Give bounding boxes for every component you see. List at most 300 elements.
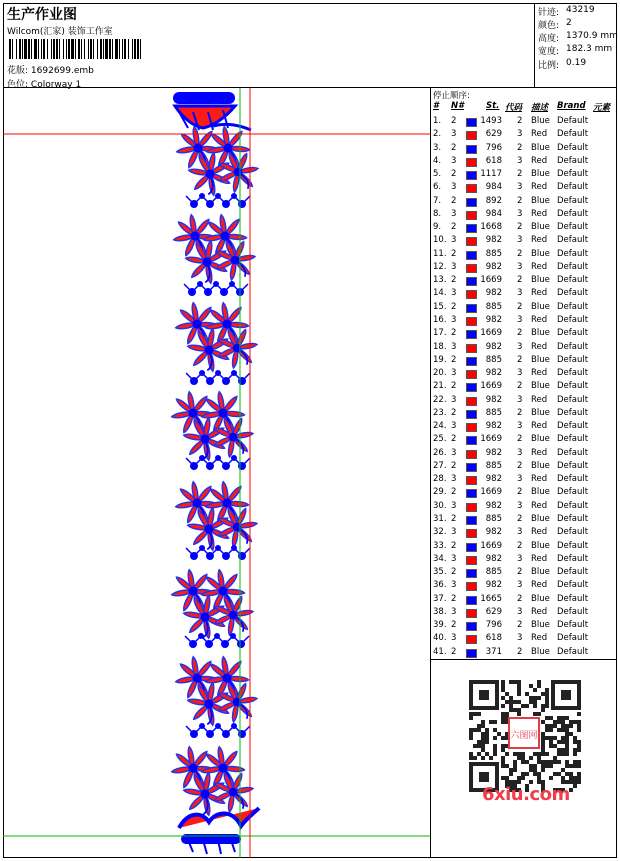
- row-index: 12.: [433, 261, 447, 272]
- row-index: 31.: [433, 513, 447, 524]
- bottom-motif: [179, 808, 259, 854]
- stop-order-row: [431, 155, 617, 168]
- row-needle: 2: [451, 460, 457, 471]
- row-brand: Default: [557, 182, 589, 193]
- col-header-code: 代码: [505, 103, 523, 113]
- row-index: 20.: [433, 368, 447, 379]
- row-color-swatch: [466, 423, 477, 432]
- row-description: Red: [531, 633, 548, 644]
- stat-height-label: 高度:: [538, 34, 560, 44]
- row-stitches: 796: [485, 620, 502, 631]
- stop-order-row: [431, 526, 617, 539]
- row-brand: Default: [557, 155, 589, 166]
- row-description: Blue: [531, 381, 550, 392]
- row-brand: Default: [557, 567, 589, 578]
- row-description: Red: [531, 341, 548, 352]
- row-brand: Default: [557, 553, 589, 564]
- qr-panel: [431, 660, 617, 858]
- row-brand: Default: [557, 580, 589, 591]
- row-description: Blue: [531, 407, 550, 418]
- row-index: 22.: [433, 394, 447, 405]
- design-preview-canvas: [3, 88, 431, 858]
- row-description: Red: [531, 261, 548, 272]
- row-brand: Default: [557, 195, 589, 206]
- row-color-swatch: [466, 436, 477, 445]
- row-needle: 2: [451, 169, 457, 180]
- row-stitches: 885: [485, 567, 502, 578]
- stop-order-row: [431, 619, 617, 632]
- row-needle: 2: [451, 567, 457, 578]
- row-description: Blue: [531, 116, 550, 126]
- row-code: 3: [517, 261, 523, 272]
- stop-order-row: [431, 632, 617, 645]
- row-color-swatch: [466, 529, 477, 538]
- row-description: Blue: [531, 354, 550, 365]
- row-needle: 2: [451, 620, 457, 631]
- row-needle: 3: [451, 261, 457, 272]
- row-needle: 2: [451, 195, 457, 206]
- col-header-stitches: St.: [486, 101, 500, 111]
- stop-order-row: [431, 473, 617, 486]
- row-needle: 3: [451, 580, 457, 591]
- row-color-swatch: [466, 370, 477, 379]
- row-stitches: 885: [485, 513, 502, 524]
- row-stitches: 982: [485, 421, 502, 432]
- row-code: 3: [517, 474, 523, 485]
- stop-order-row: [431, 593, 617, 606]
- stop-order-row: [431, 486, 617, 499]
- stop-order-row: [431, 208, 617, 221]
- col-header-brand: Brand: [557, 101, 586, 111]
- stat-scale-label: 比例:: [538, 61, 560, 71]
- row-index: 19.: [433, 354, 447, 365]
- row-description: Red: [531, 235, 548, 246]
- row-index: 6.: [433, 182, 442, 193]
- row-index: 41.: [433, 646, 447, 657]
- stat-stitches-value: 43219: [566, 5, 595, 15]
- row-color-swatch: [466, 516, 477, 525]
- row-code: 3: [517, 314, 523, 325]
- row-code: 2: [517, 487, 523, 498]
- stop-order-row: [431, 606, 617, 619]
- row-index: 7.: [433, 195, 442, 206]
- row-color-swatch: [466, 635, 477, 644]
- row-stitches: 618: [485, 633, 502, 644]
- row-stitches: 982: [485, 500, 502, 511]
- row-needle: 3: [451, 129, 457, 140]
- row-code: 3: [517, 421, 523, 432]
- row-stitches: 618: [485, 155, 502, 166]
- row-needle: 3: [451, 155, 457, 166]
- row-stitches: 1669: [480, 487, 502, 498]
- row-brand: Default: [557, 222, 589, 233]
- row-code: 2: [517, 434, 523, 445]
- row-index: 21.: [433, 381, 447, 392]
- row-stitches: 1669: [480, 540, 502, 551]
- row-code: 2: [517, 195, 523, 206]
- row-color-swatch: [466, 582, 477, 591]
- row-stitches: 885: [485, 407, 502, 418]
- row-needle: 3: [451, 447, 457, 458]
- row-code: 3: [517, 235, 523, 246]
- row-stitches: 629: [485, 129, 502, 140]
- row-code: 2: [517, 142, 523, 153]
- row-brand: Default: [557, 354, 589, 365]
- stop-order-row: [431, 566, 617, 579]
- row-index: 33.: [433, 540, 447, 551]
- row-stitches: 984: [485, 208, 502, 219]
- stop-order-row: [431, 540, 617, 553]
- watermark-logo: 6xiu.com: [482, 784, 570, 805]
- row-brand: Default: [557, 421, 589, 432]
- row-brand: Default: [557, 513, 589, 524]
- row-brand: Default: [557, 142, 589, 153]
- row-code: 3: [517, 527, 523, 538]
- stop-order-row: [431, 128, 617, 141]
- row-brand: Default: [557, 487, 589, 498]
- stop-order-rows: [431, 115, 617, 659]
- row-brand: Default: [557, 460, 589, 471]
- stop-order-row: [431, 168, 617, 181]
- stop-order-title: 停止顺序:: [433, 91, 470, 101]
- row-index: 37.: [433, 593, 447, 604]
- row-code: 2: [517, 513, 523, 524]
- row-description: Blue: [531, 460, 550, 471]
- row-needle: 2: [451, 222, 457, 233]
- row-description: Red: [531, 314, 548, 325]
- row-stitches: 371: [485, 646, 502, 657]
- row-description: Red: [531, 288, 548, 299]
- row-needle: 2: [451, 487, 457, 498]
- row-description: Blue: [531, 169, 550, 180]
- row-description: Blue: [531, 301, 550, 312]
- row-color-swatch: [466, 463, 477, 472]
- row-code: 2: [517, 248, 523, 259]
- row-stitches: 982: [485, 580, 502, 591]
- row-description: Red: [531, 421, 548, 432]
- row-needle: 3: [451, 288, 457, 299]
- stat-scale-value: 0.19: [566, 58, 587, 68]
- row-brand: Default: [557, 328, 589, 339]
- row-description: Blue: [531, 434, 550, 445]
- row-brand: Default: [557, 381, 589, 392]
- row-brand: Default: [557, 314, 589, 325]
- row-index: 1.: [433, 116, 442, 126]
- stat-width-label: 宽度:: [538, 47, 560, 57]
- row-stitches: 629: [485, 606, 502, 617]
- row-code: 3: [517, 633, 523, 644]
- row-code: 3: [517, 500, 523, 511]
- row-brand: Default: [557, 208, 589, 219]
- row-description: Red: [531, 155, 548, 166]
- row-needle: 2: [451, 354, 457, 365]
- row-index: 30.: [433, 500, 447, 511]
- row-description: Blue: [531, 275, 550, 286]
- row-index: 15.: [433, 301, 447, 312]
- row-needle: 3: [451, 235, 457, 246]
- row-stitches: 1668: [480, 222, 502, 233]
- stop-order-row: [431, 181, 617, 194]
- row-code: 3: [517, 394, 523, 405]
- stop-order-row: [431, 221, 617, 234]
- row-stitches: 982: [485, 474, 502, 485]
- row-stitches: 982: [485, 314, 502, 325]
- row-index: 35.: [433, 567, 447, 578]
- row-code: 2: [517, 593, 523, 604]
- row-brand: Default: [557, 235, 589, 246]
- design-file-line: [7, 63, 94, 76]
- stop-order-row: [431, 433, 617, 446]
- row-index: 16.: [433, 314, 447, 325]
- row-code: 2: [517, 116, 523, 126]
- stop-order-row: [431, 314, 617, 327]
- row-description: Red: [531, 527, 548, 538]
- stop-order-row: [431, 354, 617, 367]
- row-color-swatch: [466, 622, 477, 631]
- row-index: 2.: [433, 129, 442, 140]
- row-needle: 2: [451, 142, 457, 153]
- row-code: 3: [517, 341, 523, 352]
- row-needle: 2: [451, 248, 457, 259]
- col-header-needle: N#: [451, 101, 465, 111]
- row-description: Blue: [531, 513, 550, 524]
- row-brand: Default: [557, 288, 589, 299]
- row-brand: Default: [557, 116, 589, 126]
- row-description: Blue: [531, 248, 550, 259]
- row-index: 25.: [433, 434, 447, 445]
- row-code: 2: [517, 567, 523, 578]
- row-description: Blue: [531, 593, 550, 604]
- stop-order-row: [431, 248, 617, 261]
- row-stitches: 885: [485, 301, 502, 312]
- header-panel: [3, 3, 535, 88]
- stop-order-row: [431, 500, 617, 513]
- stat-stitches-label: 针迹:: [538, 8, 560, 18]
- row-brand: Default: [557, 540, 589, 551]
- row-color-swatch: [466, 596, 477, 605]
- row-color-swatch: [466, 237, 477, 246]
- stop-order-row: [431, 367, 617, 380]
- row-code: 3: [517, 447, 523, 458]
- row-description: Blue: [531, 567, 550, 578]
- row-color-swatch: [466, 198, 477, 207]
- row-index: 32.: [433, 527, 447, 538]
- row-description: Blue: [531, 328, 550, 339]
- row-code: 2: [517, 222, 523, 233]
- row-description: Red: [531, 394, 548, 405]
- row-needle: 3: [451, 421, 457, 432]
- row-description: Red: [531, 129, 548, 140]
- row-index: 26.: [433, 447, 447, 458]
- row-description: Blue: [531, 620, 550, 631]
- row-brand: Default: [557, 606, 589, 617]
- row-color-swatch: [466, 489, 477, 498]
- stop-order-row: [431, 447, 617, 460]
- row-needle: 2: [451, 275, 457, 286]
- row-index: 10.: [433, 235, 447, 246]
- row-stitches: 1669: [480, 434, 502, 445]
- row-stitches: 1493: [480, 116, 502, 126]
- row-brand: Default: [557, 394, 589, 405]
- row-stitches: 982: [485, 341, 502, 352]
- row-description: Red: [531, 182, 548, 193]
- row-index: 5.: [433, 169, 442, 180]
- row-color-swatch: [466, 609, 477, 618]
- stop-order-row: [431, 553, 617, 566]
- row-brand: Default: [557, 301, 589, 312]
- row-stitches: 984: [485, 182, 502, 193]
- row-stitches: 982: [485, 447, 502, 458]
- row-needle: 2: [451, 513, 457, 524]
- row-color-swatch: [466, 277, 477, 286]
- row-needle: 2: [451, 407, 457, 418]
- company-name: Wilcom(汇家) 装饰工作室: [7, 27, 113, 37]
- row-code: 3: [517, 580, 523, 591]
- row-color-swatch: [466, 357, 477, 366]
- row-stitches: 982: [485, 368, 502, 379]
- stat-colors-value: 2: [566, 18, 572, 28]
- row-stitches: 982: [485, 261, 502, 272]
- row-needle: 2: [451, 593, 457, 604]
- row-stitches: 982: [485, 235, 502, 246]
- stat-height-value: 1370.9 mm: [566, 31, 618, 41]
- col-header-index: #: [433, 101, 439, 111]
- row-needle: 3: [451, 394, 457, 405]
- row-index: 38.: [433, 606, 447, 617]
- row-index: 34.: [433, 553, 447, 564]
- row-needle: 3: [451, 182, 457, 193]
- design-label: 花版:: [7, 66, 29, 76]
- row-stitches: 1665: [480, 593, 502, 604]
- row-index: 29.: [433, 487, 447, 498]
- qr-code-image: [469, 680, 581, 792]
- stop-order-row: [431, 579, 617, 592]
- row-brand: Default: [557, 129, 589, 140]
- row-index: 36.: [433, 580, 447, 591]
- row-color-swatch: [466, 184, 477, 193]
- row-color-swatch: [466, 211, 477, 220]
- row-code: 3: [517, 208, 523, 219]
- row-needle: 3: [451, 500, 457, 511]
- row-index: 24.: [433, 421, 447, 432]
- row-code: 2: [517, 169, 523, 180]
- row-code: 3: [517, 288, 523, 299]
- row-index: 40.: [433, 633, 447, 644]
- row-code: 2: [517, 540, 523, 551]
- row-color-swatch: [466, 158, 477, 167]
- row-description: Blue: [531, 646, 550, 657]
- row-color-swatch: [466, 224, 477, 233]
- row-code: 2: [517, 354, 523, 365]
- row-color-swatch: [466, 569, 477, 578]
- row-stitches: 796: [485, 142, 502, 153]
- row-color-swatch: [466, 118, 477, 127]
- row-stitches: 885: [485, 354, 502, 365]
- row-code: 3: [517, 553, 523, 564]
- stop-order-row: [431, 261, 617, 274]
- embroidery-preview-image: [3, 88, 431, 858]
- qr-badge-text: 六图网: [510, 731, 538, 741]
- row-stitches: 1669: [480, 275, 502, 286]
- row-code: 2: [517, 328, 523, 339]
- row-brand: Default: [557, 275, 589, 286]
- row-color-swatch: [466, 450, 477, 459]
- stop-order-row: [431, 301, 617, 314]
- stop-order-row: [431, 646, 617, 659]
- row-needle: 3: [451, 633, 457, 644]
- row-description: Red: [531, 447, 548, 458]
- row-code: 3: [517, 368, 523, 379]
- stop-order-panel: [431, 88, 617, 660]
- stop-order-row: [431, 420, 617, 433]
- row-brand: Default: [557, 341, 589, 352]
- row-brand: Default: [557, 500, 589, 511]
- row-index: 8.: [433, 208, 442, 219]
- stop-order-row: [431, 407, 617, 420]
- row-brand: Default: [557, 169, 589, 180]
- row-brand: Default: [557, 407, 589, 418]
- row-index: 27.: [433, 460, 447, 471]
- row-index: 3.: [433, 142, 442, 153]
- row-index: 18.: [433, 341, 447, 352]
- row-description: Red: [531, 474, 548, 485]
- row-brand: Default: [557, 633, 589, 644]
- row-description: Blue: [531, 142, 550, 153]
- row-description: Red: [531, 606, 548, 617]
- row-description: Red: [531, 580, 548, 591]
- stop-order-row: [431, 195, 617, 208]
- row-stitches: 1669: [480, 328, 502, 339]
- row-needle: 2: [451, 381, 457, 392]
- row-code: 3: [517, 182, 523, 193]
- row-code: 3: [517, 129, 523, 140]
- row-needle: 3: [451, 474, 457, 485]
- stop-order-row: [431, 142, 617, 155]
- stat-colors-label: 颜色:: [538, 21, 560, 31]
- row-brand: Default: [557, 646, 589, 657]
- row-index: 9.: [433, 222, 442, 233]
- stop-order-row: [431, 287, 617, 300]
- row-stitches: 982: [485, 288, 502, 299]
- row-needle: 3: [451, 368, 457, 379]
- row-color-swatch: [466, 290, 477, 299]
- row-color-swatch: [466, 383, 477, 392]
- stop-order-row: [431, 394, 617, 407]
- stop-order-row: [431, 274, 617, 287]
- row-stitches: 892: [485, 195, 502, 206]
- stop-order-row: [431, 341, 617, 354]
- row-needle: 3: [451, 527, 457, 538]
- row-brand: Default: [557, 447, 589, 458]
- row-needle: 3: [451, 606, 457, 617]
- row-stitches: 1117: [480, 169, 502, 180]
- row-description: Red: [531, 208, 548, 219]
- col-header-element: 元素: [593, 103, 611, 113]
- row-color-swatch: [466, 410, 477, 419]
- row-description: Blue: [531, 540, 550, 551]
- top-motif: [173, 92, 251, 130]
- row-color-swatch: [466, 171, 477, 180]
- row-brand: Default: [557, 593, 589, 604]
- row-needle: 2: [451, 301, 457, 312]
- row-color-swatch: [466, 145, 477, 154]
- row-index: 28.: [433, 474, 447, 485]
- row-code: 2: [517, 275, 523, 286]
- row-description: Red: [531, 500, 548, 511]
- row-brand: Default: [557, 620, 589, 631]
- row-code: 2: [517, 301, 523, 312]
- row-color-swatch: [466, 543, 477, 552]
